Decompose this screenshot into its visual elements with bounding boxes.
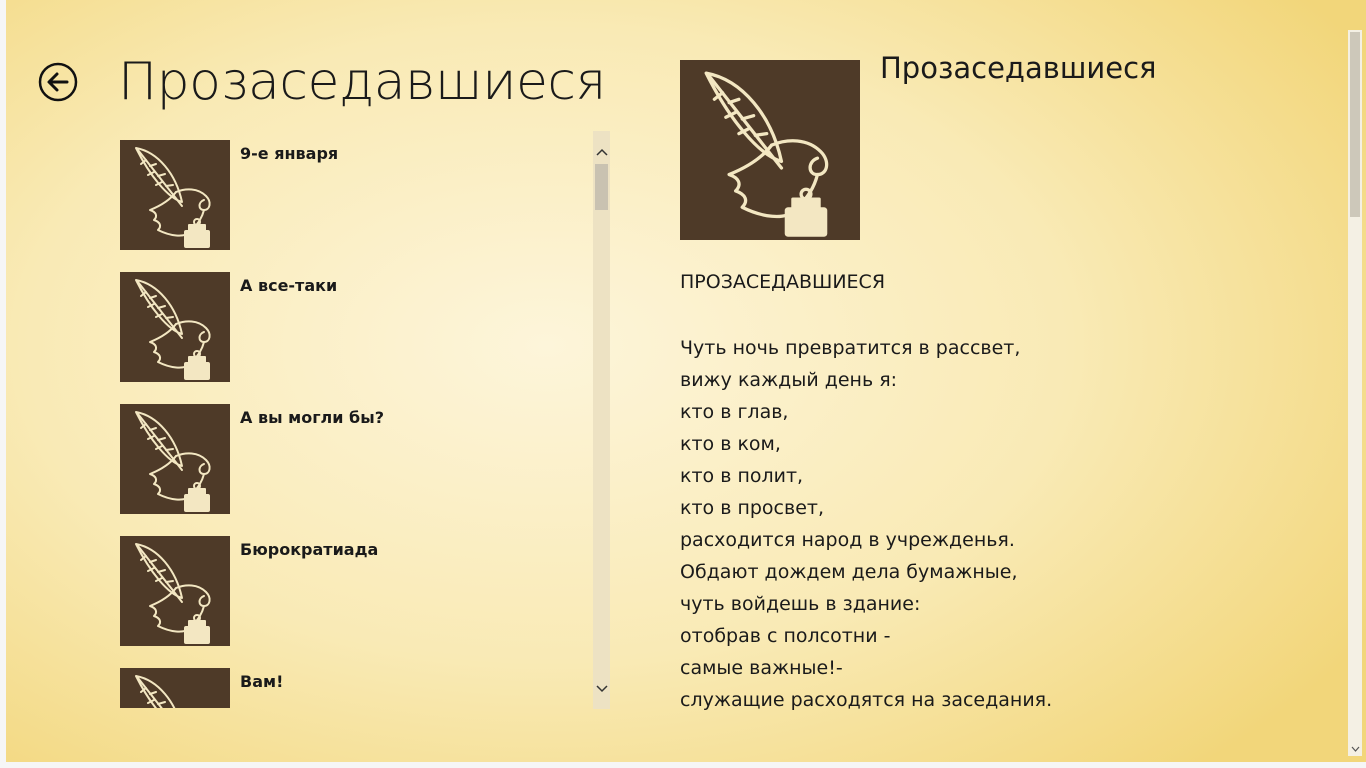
scroll-up-button[interactable]	[593, 143, 610, 160]
quill-scroll-icon	[120, 668, 230, 708]
quill-scroll-icon	[120, 140, 230, 250]
list-item-title: А все-таки	[240, 276, 338, 295]
poem-line: вижу каждый день я:	[680, 369, 898, 391]
poem-line: отобрав с полсотни -	[680, 625, 891, 647]
poem-line: Обдают дождем дела бумажные,	[680, 561, 1018, 583]
list-item[interactable]	[120, 272, 590, 382]
list-item-title: Вам!	[240, 672, 284, 691]
poem-line: чуть войдешь в здание:	[680, 593, 921, 615]
page-scrollbar-thumb[interactable]	[1350, 32, 1360, 217]
poem-line: кто в глав,	[680, 401, 789, 423]
detail-title: Прозаседавшиеся	[880, 51, 1157, 85]
poem-line: кто в просвет,	[680, 497, 824, 519]
page-scroll-down-button[interactable]	[1348, 742, 1362, 756]
page-title: Прозаседавшиеся	[118, 52, 606, 112]
scrollbar-thumb[interactable]	[595, 164, 608, 210]
quill-scroll-icon	[120, 404, 230, 514]
list-item-title: А вы могли бы?	[240, 408, 384, 427]
list-item[interactable]	[120, 404, 590, 514]
quill-scroll-icon	[120, 272, 230, 382]
back-arrow-icon	[38, 62, 78, 102]
poem-line: кто в полит,	[680, 465, 804, 487]
list-item-title: 9-е января	[240, 144, 339, 163]
poem-line: служащие расходятся на заседания.	[680, 689, 1053, 711]
quill-scroll-icon	[120, 536, 230, 646]
poem-line: самые важные!-	[680, 657, 843, 679]
poem-line: Чуть ночь превратится в рассвет,	[680, 337, 1021, 359]
poem-text	[680, 332, 1320, 716]
chevron-down-icon	[596, 685, 608, 693]
list-item-title: Бюрократиада	[240, 540, 379, 559]
list-item[interactable]	[120, 668, 590, 708]
quill-scroll-icon	[680, 60, 860, 240]
list-item[interactable]	[120, 536, 590, 646]
scroll-down-button[interactable]	[593, 680, 610, 697]
page-scrollbar[interactable]	[1348, 30, 1362, 756]
list-scrollbar[interactable]	[593, 131, 610, 709]
chevron-down-icon	[1351, 746, 1360, 752]
poem-line: расходится народ в учрежденья.	[680, 529, 1015, 551]
poem-list	[120, 140, 590, 708]
poem-line: кто в ком,	[680, 433, 781, 455]
list-item[interactable]	[120, 140, 590, 250]
poem-heading: ПРОЗАСЕДАВШИЕСЯ	[680, 271, 886, 293]
back-button[interactable]	[38, 62, 78, 102]
chevron-up-icon	[596, 148, 608, 156]
